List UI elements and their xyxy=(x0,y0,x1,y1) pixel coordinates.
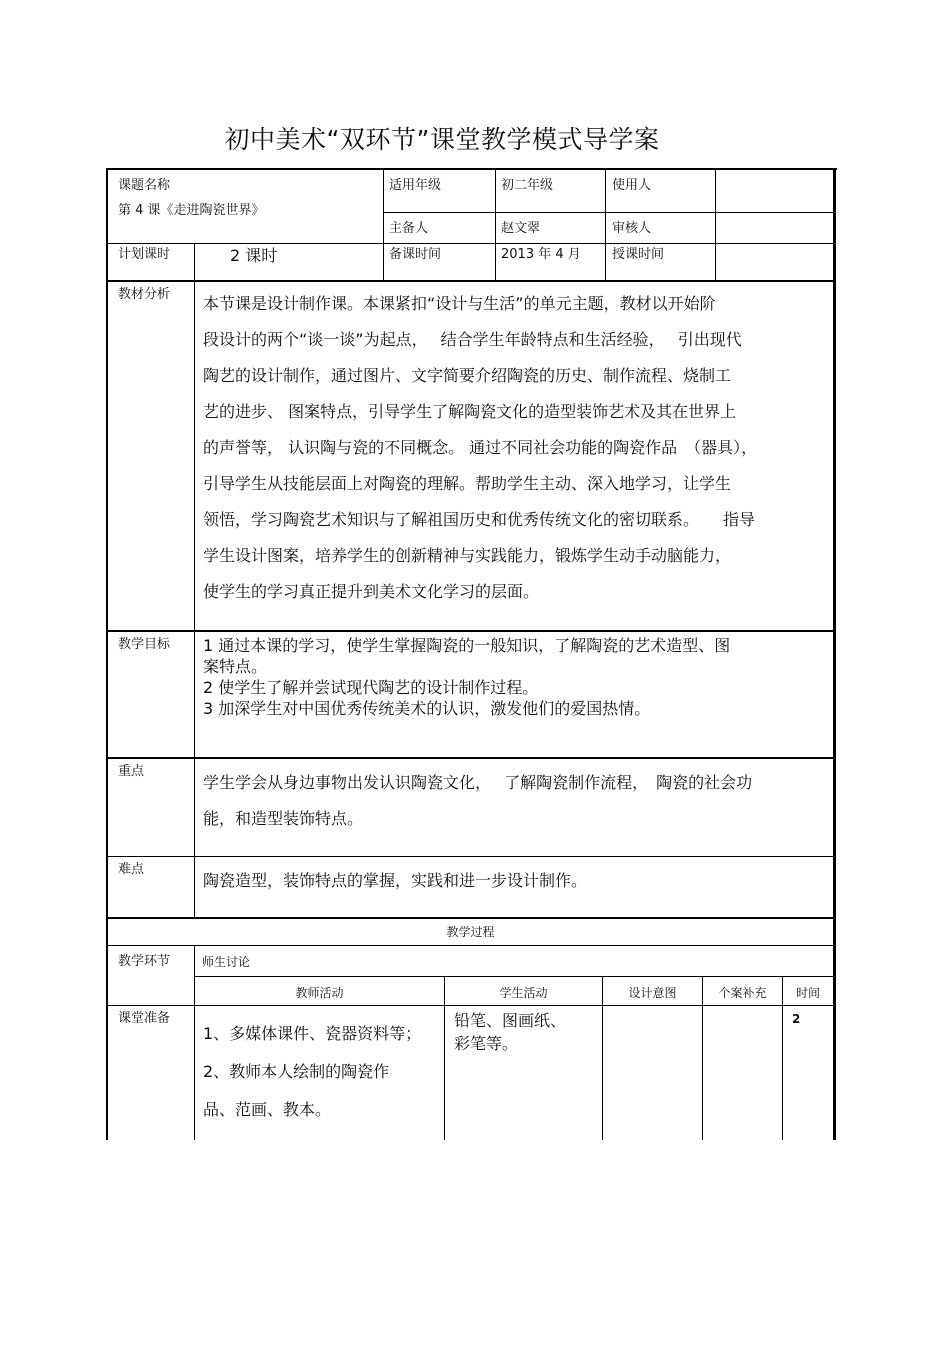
lesson-name: 第 4 课《走进陶瓷世界》 xyxy=(118,203,265,218)
rule-stage-bottom xyxy=(194,976,835,977)
keypoint-line: 能，和造型装饰特点。 xyxy=(203,809,364,828)
keypoints-text xyxy=(203,765,831,837)
prepared-by-value: 赵文翠 xyxy=(501,221,541,236)
rule-header-bottom xyxy=(106,243,835,244)
analysis-line: 段设计的两个“谈一谈”为起点， 结合学生年龄特点和生活经验， 引出现代 xyxy=(203,330,742,349)
rule-v-label xyxy=(194,281,195,918)
analysis-line: 本节课是设计制作课。本课紧扣“设计与生活”的单元主题，教材以开始阶 xyxy=(203,294,716,313)
analysis-label: 教材分析 xyxy=(118,287,171,302)
planned-hours-label: 计划课时 xyxy=(118,247,171,262)
analysis-text xyxy=(203,286,831,610)
prep-time-value: 2013 年 4 月 xyxy=(501,247,581,262)
lesson-plan-table xyxy=(106,168,837,1140)
teacher-line: 品、范画、教本。 xyxy=(203,1100,332,1119)
table-border-left xyxy=(106,168,108,1140)
goal-line: 1 通过本课的学习，使学生掌握陶瓷的一般知识，了解陶瓷的艺术造型、图 xyxy=(203,636,731,655)
rule-analysis-bottom xyxy=(106,630,835,632)
analysis-line: 引导学生从技能层面上对陶瓷的理解。帮助学生主动、深入地学习，让学生 xyxy=(203,474,732,493)
difficulties-text: 陶瓷造型，装饰特点的掌握，实践和进一步设计制作。 xyxy=(203,871,588,890)
difficulties-label: 难点 xyxy=(118,862,145,877)
row-time: 2 xyxy=(792,1012,801,1026)
grade-value: 初二年级 xyxy=(501,178,554,193)
page-title: 初中美术“双环节”课堂教学模式导学案 xyxy=(224,125,660,154)
student-line: 铅笔、图画纸、 xyxy=(454,1011,567,1030)
goal-line: 2 使学生了解并尝试现代陶艺的设计制作过程。 xyxy=(203,678,539,697)
grade-label: 适用年级 xyxy=(389,178,442,193)
student-line: 彩笔等。 xyxy=(454,1034,519,1053)
row-stage: 课堂准备 xyxy=(118,1011,171,1026)
prep-time-label: 备课时间 xyxy=(389,247,442,262)
table-border-top xyxy=(106,168,837,170)
col-header-supplement: 个案补充 xyxy=(718,986,767,1000)
rule-v-label-process xyxy=(194,946,195,1140)
stage-label: 教学环节 xyxy=(118,954,171,969)
analysis-line: 的声誉等， 认识陶与瓷的不同概念。 通过不同社会功能的陶瓷作品 （器具）， xyxy=(203,438,758,457)
teacher-line: 2、教师本人绘制的陶瓷作 xyxy=(203,1062,390,1081)
col-header-teacher: 教师活动 xyxy=(295,986,344,1000)
goal-line: 3 加深学生对中国优秀传统美术的认识，激发他们的爱国热情。 xyxy=(203,699,651,718)
goals-label: 教学目标 xyxy=(118,637,171,652)
teacher-line: 1、多媒体课件、瓷器资料等； xyxy=(203,1024,422,1043)
keypoint-line: 学生学会从身边事物出发认识陶瓷文化， 了解陶瓷制作流程， 陶瓷的社会功 xyxy=(203,773,753,792)
rule-columns-bottom xyxy=(106,1005,835,1006)
rule-hours-bottom xyxy=(106,280,835,282)
col-header-intent: 设计意图 xyxy=(628,986,677,1000)
rule-header-mid xyxy=(383,212,835,213)
rule-v-hours xyxy=(194,243,195,281)
col-header-time: 时间 xyxy=(795,986,820,1000)
stage-value: 师生讨论 xyxy=(202,955,251,969)
process-section-title: 教学过程 xyxy=(446,925,495,939)
teach-time-label: 授课时间 xyxy=(612,247,665,262)
rule-v3 xyxy=(605,168,606,281)
planned-hours-value: 2 课时 xyxy=(230,246,278,265)
goal-line: 案特点。 xyxy=(203,657,268,676)
goals-text xyxy=(203,635,831,719)
rule-difficulties-bottom xyxy=(106,917,835,919)
analysis-line: 陶艺的设计制作，通过图片、文字简要介绍陶瓷的历史、制作流程、烧制工 xyxy=(203,366,732,385)
rule-v4 xyxy=(715,168,716,281)
prepared-by-label: 主备人 xyxy=(389,221,429,236)
row-teacher-activity xyxy=(203,1015,441,1129)
analysis-line: 使学生的学习真正提升到美术文化学习的层面。 xyxy=(203,582,540,601)
col-header-student: 学生活动 xyxy=(499,986,548,1000)
analysis-line: 领悟，学习陶瓷艺术知识与了解祖国历史和优秀传统文化的密切联系。 指导 xyxy=(203,510,756,529)
user-label: 使用人 xyxy=(612,178,652,193)
table-border-right xyxy=(833,168,836,1140)
keypoints-label: 重点 xyxy=(118,764,145,779)
reviewer-label: 审核人 xyxy=(612,221,652,236)
analysis-line: 艺的进步、 图案特点，引导学生了解陶瓷文化的造型装饰艺术及其在世界上 xyxy=(203,402,737,421)
analysis-line: 学生设计图案，培养学生的创新精神与实践能力，锻炼学生动手动脑能力， xyxy=(203,546,732,565)
rule-v2 xyxy=(495,168,496,281)
rule-keypoints-bottom xyxy=(106,856,835,857)
rule-section-bottom xyxy=(106,945,835,946)
lesson-name-label: 课题名称 xyxy=(118,178,171,193)
row-student-activity xyxy=(454,1009,599,1055)
rule-goals-bottom xyxy=(106,757,835,759)
rule-v1 xyxy=(383,168,384,281)
